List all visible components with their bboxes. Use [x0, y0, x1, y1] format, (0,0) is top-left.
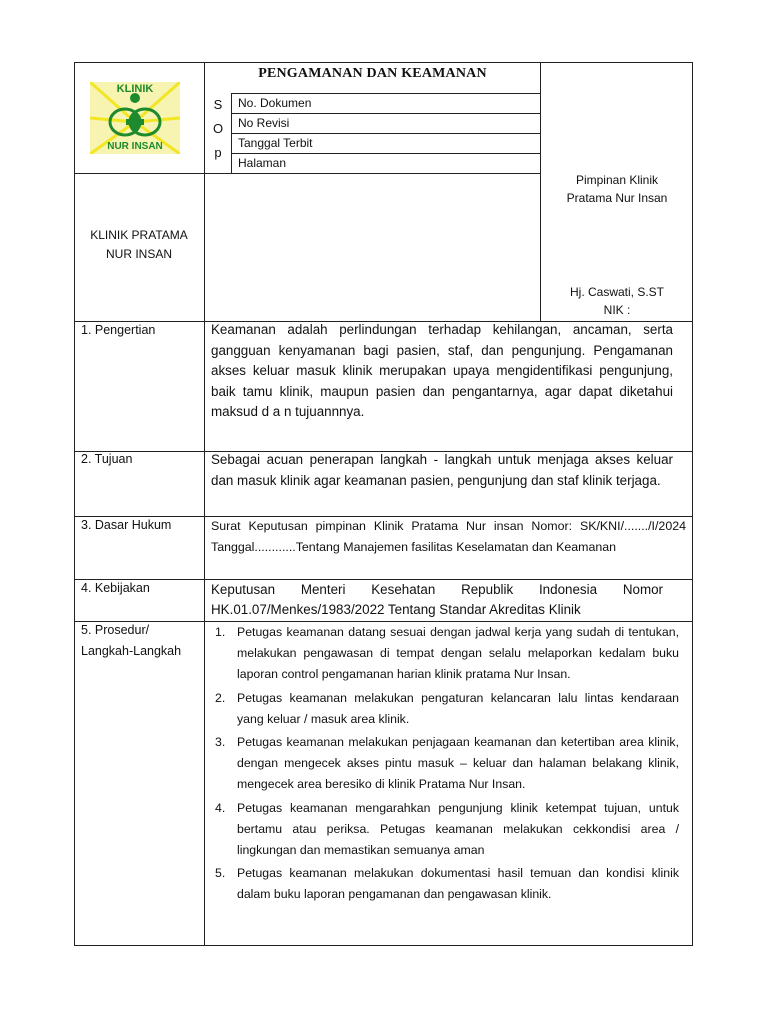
step-text: Petugas keamanan melakukan dokumentasi hasil temuan dan kondisi klinik dalam buku laporan pengamanan dan pengawasan klinik. [237, 866, 679, 902]
prosedur-list [211, 622, 679, 908]
leader-title-2: Pratama Nur Insan [566, 191, 668, 205]
clinic-name: KLINIK PRATAMA NUR INSAN [90, 228, 188, 261]
row-divider-meta-1 [231, 113, 540, 114]
label-dasar-hukum: 3. Dasar Hukum [81, 518, 172, 532]
row-divider-meta-top [231, 93, 540, 94]
sop-letter-o: O [212, 121, 224, 136]
list-item [211, 688, 679, 730]
step-text: Petugas keamanan datang sesuai dengan jadwal kerja yang sudah di tentukan, melakukan pengawasan di tempat dengan selalu melaporkan kedalam buku laporan control pengamanan harian klinik pratama Nur Insan. [237, 625, 679, 682]
meta-halaman: Halaman [238, 156, 287, 170]
meta-no-dokumen: No. Dokumen [238, 96, 312, 110]
list-item [211, 798, 679, 862]
leader-title-1: Pimpinan Klinik [575, 173, 659, 187]
meta-tanggal-terbit: Tanggal Terbit [238, 136, 313, 150]
step-number: 3. [215, 735, 226, 750]
tujuan-text: Sebagai acuan penerapan langkah - langkah untuk menjaga akses keluar dan masuk klinik agar keamanan pasien, pengunjung dan staf klinik terjaga. [211, 452, 673, 488]
pengertian-text: Keamanan adalah perlindungan terhadap kehilangan, ancaman, serta gangguan kenyamanan bagi pasien, staf, dan pengunjung. Pengamanan akses keluar masuk klinik merupakan upaya mengidentifikasi pengunjung, baik tamu klinik, maupun pasien dan pengantarnya, agar dapat diketahui maksud d a n tujuannnya. [211, 322, 673, 420]
leader-name: Hj. Caswati, S.ST [569, 285, 665, 299]
row-divider-meta-3 [231, 153, 540, 154]
clinic-logo [90, 82, 180, 154]
label-tujuan: 2. Tujuan [81, 452, 133, 466]
list-item [211, 863, 679, 905]
list-item [211, 622, 679, 686]
step-text: Petugas keamanan melakukan penjagaan keamanan dan ketertiban area klinik, dengan mengecek akses pintu masuk – keluar dan halaman belakang klinik, mengecek area beresiko di klinik Pratama Nur Insan. [237, 735, 679, 792]
row-divider-meta-2 [231, 133, 540, 134]
row-divider-header [74, 173, 541, 174]
step-number: 5. [215, 866, 226, 881]
sop-letter-p: p [214, 145, 222, 160]
step-text: Petugas keamanan mengarahkan pengunjung klinik ketempat tujuan, untuk bertamu atau periksa. Petugas keamanan melakukan cekkondisi area / lingkungan dan memastikan semuanya aman [237, 800, 679, 858]
step-number: 4. [215, 800, 226, 815]
dasar-hukum-text: Surat Keputusan pimpinan Klinik Pratama Nur insan Nomor: SK/KNI/......./I/2024 Tanggal............Tentang Manajemen fasilitas Keselamatan dan Keamanan [211, 519, 686, 554]
logo-top-text: KLINIK [116, 83, 154, 95]
label-pengertian: 1. Pengertian [81, 323, 156, 337]
list-item [211, 732, 679, 796]
logo-bottom-text: NUR INSAN [107, 141, 163, 152]
step-text: Petugas keamanan melakukan pengaturan kelancaran lalu lintas kendaraan yang keluar / masuk area klinik. [237, 690, 679, 726]
document-title: PENGAMANAN DAN KEAMANAN [258, 66, 487, 81]
label-prosedur-line1: 5. Prosedur/ [81, 623, 150, 637]
label-prosedur-line2: Langkah-Langkah [81, 644, 182, 658]
kebijakan-text: Keputusan Menteri Kesehatan Republik Indonesia Nomor HK.01.07/Menkes/1983/2022 Tentang Standar Akreditas Klinik [211, 582, 663, 617]
sop-letter-s: S [213, 97, 223, 112]
step-number: 1. [215, 625, 226, 639]
leader-nik: NIK : [603, 303, 631, 317]
label-kebijakan: 4. Kebijakan [81, 581, 150, 595]
step-number: 2. [215, 690, 226, 705]
col-divider-label [204, 62, 205, 946]
meta-no-revisi: No Revisi [238, 116, 290, 130]
